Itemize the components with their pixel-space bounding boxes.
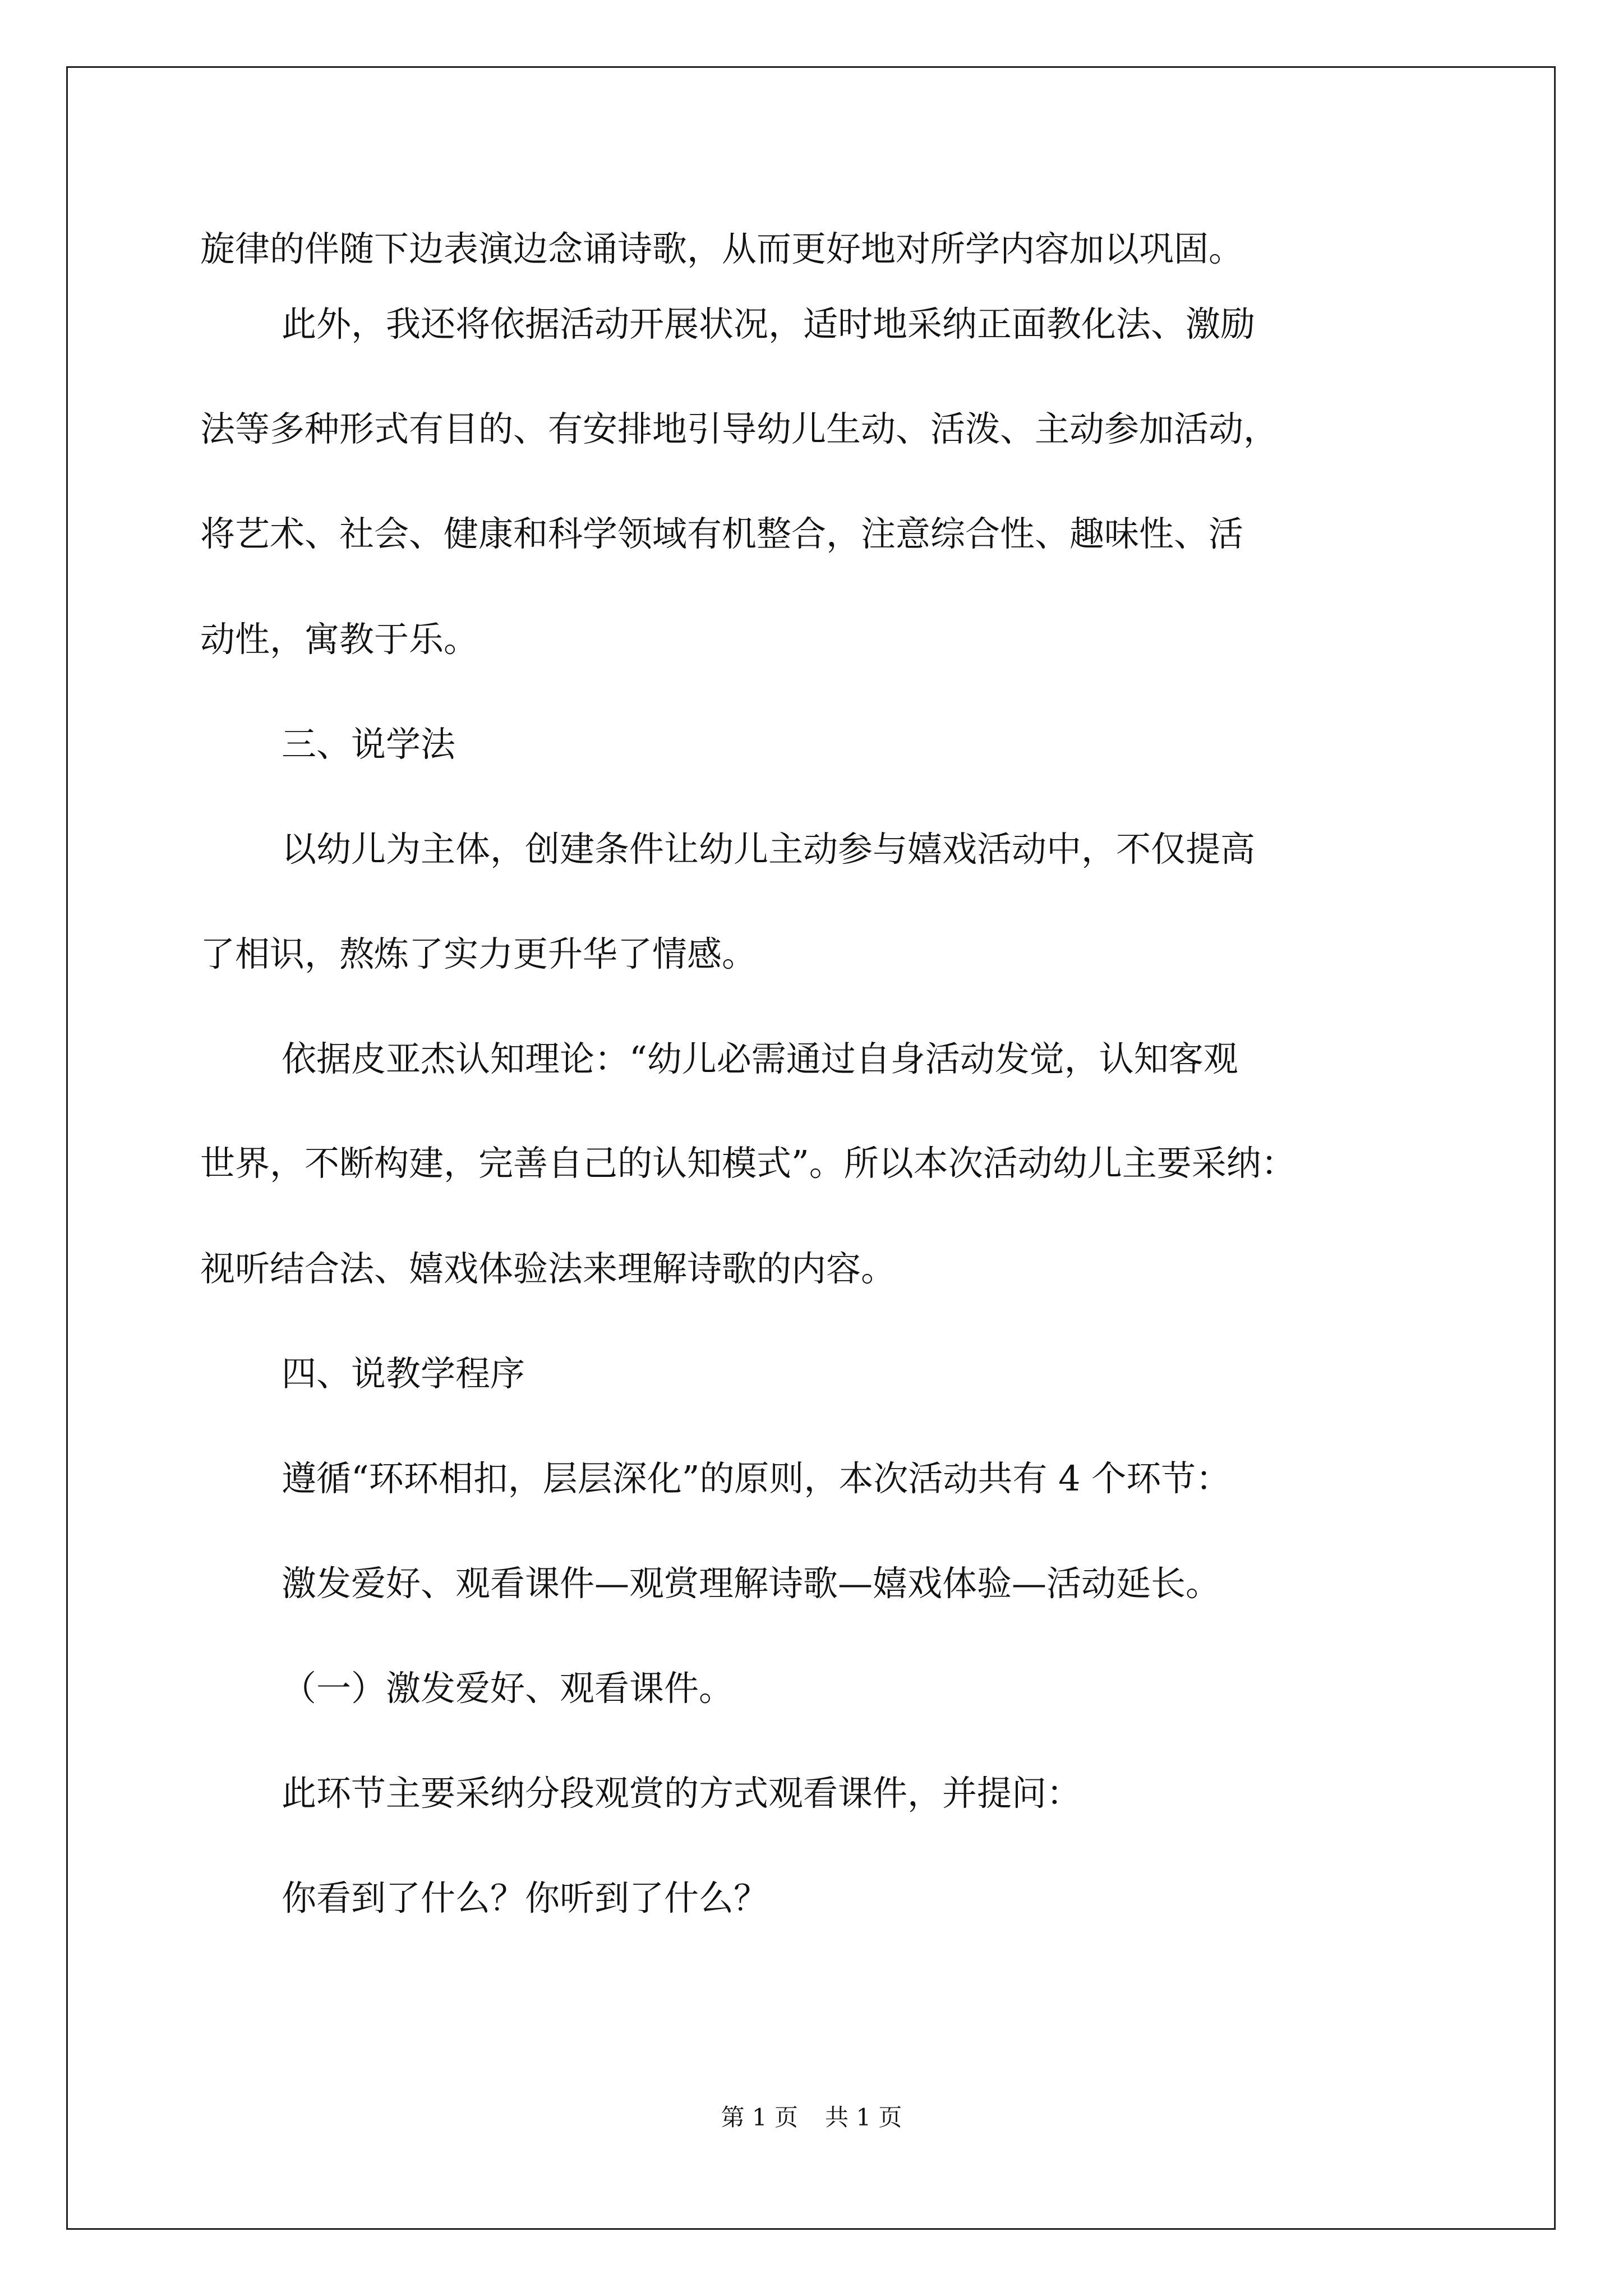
body-line: 激发爱好、观看课件—观赏理解诗歌—嬉戏体验—活动延长。: [282, 1563, 1221, 1604]
body-line: 将艺术、社会、健康和科学领域有机整合，注意综合性、趣味性、活: [200, 513, 1244, 554]
body-line: 此环节主要采纳分段观赏的方式观看课件，并提问：: [282, 1773, 1082, 1814]
body-line: 视听结合法、嬉戏体验法来理解诗歌的内容。: [200, 1248, 896, 1289]
body-line: 你看到了什么？你听到了什么？: [282, 1878, 769, 1918]
body-line: 此外，我还将依据活动开展状况，适时地采纳正面教化法、激励: [282, 303, 1256, 344]
body-line: 以幼儿为主体，创建条件让幼儿主动参与嬉戏活动中，不仅提高: [282, 829, 1256, 869]
section-heading-teaching-procedure: 四、说教学程序: [282, 1353, 525, 1394]
page-footer: [0, 2099, 1623, 2133]
page-number-current: 第 1 页: [721, 2104, 798, 2131]
page-number-total: 共 1 页: [825, 2104, 902, 2131]
body-line: 旋律的伴随下边表演边念诵诗歌，从而更好地对所学内容加以巩固。: [200, 228, 1244, 269]
subsection-heading: （一）激发爱好、观看课件。: [282, 1668, 734, 1709]
body-line: 世界，不断构建，完善自己的认知模式”。所以本次活动幼儿主要采纳：: [200, 1143, 1296, 1184]
body-line: 了相识，熬炼了实力更升华了情感。: [200, 933, 757, 974]
body-line: 依据皮亚杰认知理论：“幼儿必需通过自身活动发觉，认知客观: [282, 1038, 1238, 1079]
section-heading-study-method: 三、说学法: [282, 724, 456, 765]
body-line: 法等多种形式有目的、有安排地引导幼儿生动、活泼、主动参加活动，: [200, 408, 1279, 449]
body-line: 遵循“环环相扣，层层深化”的原则，本次活动共有 4 个环节：: [282, 1458, 1231, 1499]
body-line: 动性，寓教于乐。: [200, 619, 479, 660]
